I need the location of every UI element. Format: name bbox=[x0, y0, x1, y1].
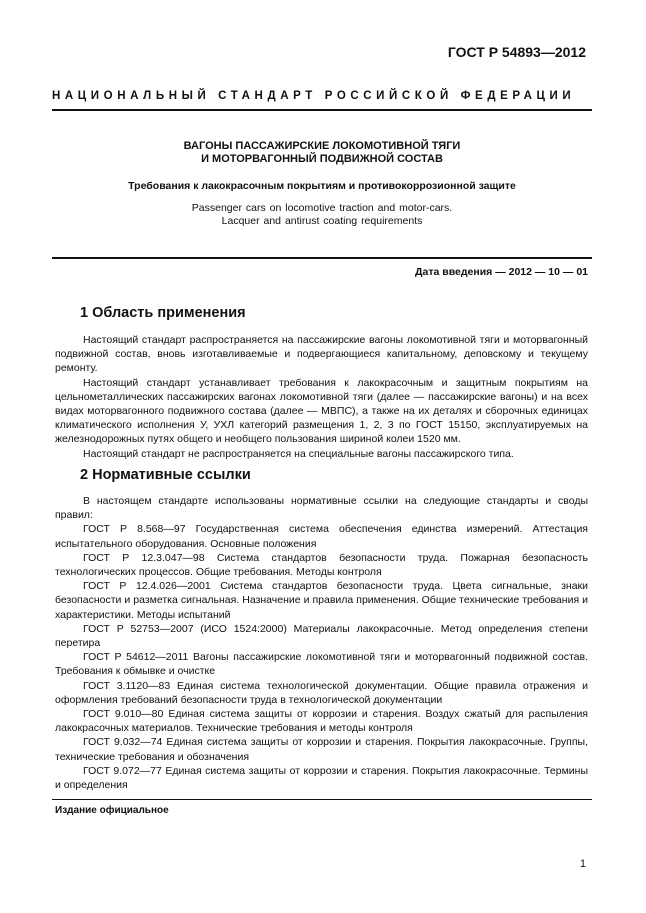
reference-item: ГОСТ 3.1120—83 Единая система технологической документации. Общие правила отражения и оформления требований безопасности труда в технологической документации bbox=[55, 679, 588, 706]
national-standard-banner: НАЦИОНАЛЬНЫЙ СТАНДАРТ РОССИЙСКОЙ ФЕДЕРАЦИИ bbox=[52, 90, 576, 102]
top-divider bbox=[52, 109, 592, 111]
reference-item: ГОСТ Р 52753—2007 (ИСО 1524:2000) Материалы лакокрасочные. Метод определения степени перетира bbox=[55, 622, 588, 650]
paragraph: В настоящем стандарте использованы нормативные ссылки на следующие стандарты и своды правил: bbox=[55, 495, 588, 522]
english-title-line-2: Lacquer and antirust coating requirements bbox=[221, 215, 423, 227]
edition-label: Издание официальное bbox=[55, 805, 169, 816]
reference-item: ГОСТ Р 8.568—97 Государственная система обеспечения единства измерений. Аттестация испытательного оборудования. Основные положения bbox=[55, 523, 588, 550]
reference-item: ГОСТ 9.032—74 Единая система защиты от коррозии и старения. Покрытия лакокрасочные. Группы, технические требования и обозначения bbox=[55, 736, 588, 763]
section-2-heading: 2 Нормативные ссылки bbox=[80, 467, 251, 483]
paragraph: Настоящий стандарт не распространяется на специальные вагоны пассажирского типа. bbox=[83, 447, 514, 460]
title-divider bbox=[52, 257, 592, 259]
document-subtitle: Требования к лакокрасочным покрытиям и противокоррозионной защите bbox=[128, 180, 516, 192]
reference-item: ГОСТ Р 12.3.047—98 Система стандартов безопасности труда. Пожарная безопасность технологических процессов. Общие требования. Методы контроля bbox=[55, 551, 588, 579]
section-1-body bbox=[55, 333, 588, 461]
document-title bbox=[52, 140, 592, 166]
page-number: 1 bbox=[579, 858, 586, 870]
section-2-body bbox=[55, 494, 588, 792]
reference-item: ГОСТ Р 54612—2011 Вагоны пассажирские локомотивной тяги и моторвагонный подвижной состав. Требования к обмывке и очистке bbox=[55, 651, 588, 678]
title-line-2: И МОТОРВАГОННЫЙ ПОДВИЖНОЙ СОСТАВ bbox=[201, 153, 443, 165]
paragraph: Настоящий стандарт устанавливает требования к лакокрасочным и защитным покрытиям на цельнометаллических пассажирских вагонах локомотивной тяги (далее — пассажирские вагоны) и на всех видах моторвагонного подвижного состава (далее — МВПС), а также на их деталях и сборочных единицах климатического исполнения У, УХЛ категорий размещения 1, 2, 3 по ГОСТ 15150, эксплуатируемых на железнодорожных путях общего и необщего пользования шириной колеи 1520 мм. bbox=[55, 376, 588, 446]
title-line-1: ВАГОНЫ ПАССАЖИРСКИЕ ЛОКОМОТИВНОЙ ТЯГИ bbox=[183, 140, 461, 152]
reference-item: ГОСТ 9.010—80 Единая система защиты от коррозии и старения. Воздух сжатый для распыления лакокрасочных материалов. Технические требования и методы контроля bbox=[55, 708, 588, 735]
footer-divider bbox=[52, 799, 592, 800]
english-title-line-1: Passenger cars on locomotive traction and motor-cars. bbox=[191, 202, 453, 214]
reference-item: ГОСТ Р 12.4.026—2001 Система стандартов безопасности труда. Цвета сигнальные, знаки безопасности и разметка сигнальная. Назначение и правила применения. Общие технические требования и характеристики. Методы испытаний bbox=[55, 580, 588, 621]
english-title bbox=[52, 202, 592, 228]
section-1-heading: 1 Область применения bbox=[80, 305, 246, 321]
paragraph: Настоящий стандарт распространяется на пассажирские вагоны локомотивной тяги и моторвагонный подвижной состав, вновь изготавливаемые и подвергающиеся капитальному, деповскому и текущему ремонту. bbox=[55, 334, 588, 375]
reference-item: ГОСТ 9.072—77 Единая система защиты от коррозии и старения. Покрытия лакокрасочные. Термины и определения bbox=[55, 764, 588, 792]
introduction-date: Дата введения — 2012 — 10 — 01 bbox=[415, 266, 588, 278]
gost-number: ГОСТ Р 54893—2012 bbox=[447, 44, 586, 60]
